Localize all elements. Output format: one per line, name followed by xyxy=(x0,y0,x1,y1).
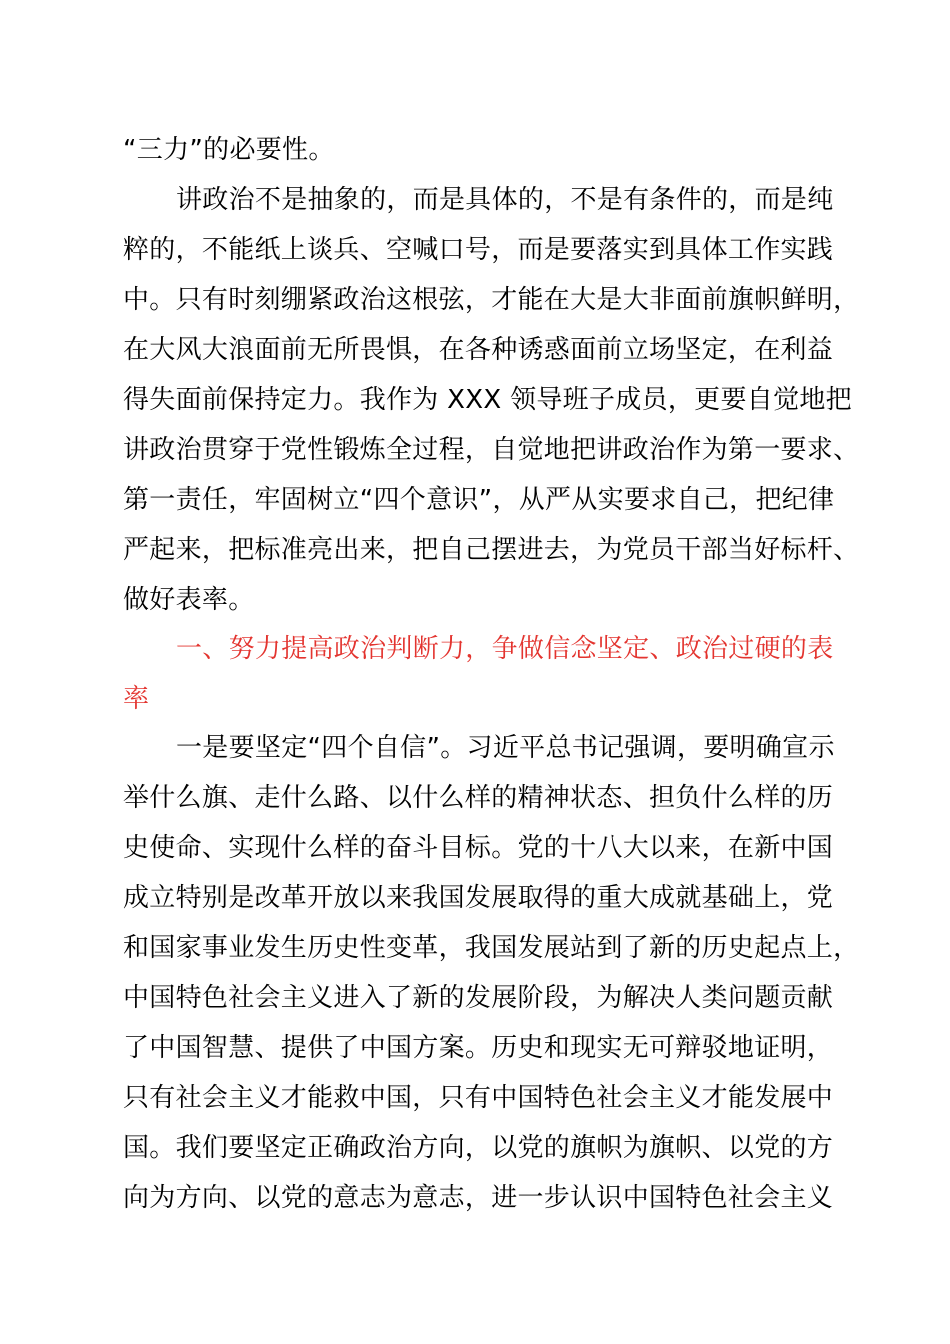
section-heading: 一、努力提高政治判断力，争做信念坚定、政治过硬的表 xyxy=(176,634,834,664)
text-line: 做好表率。 xyxy=(123,585,255,615)
text-line: 向为方向、以党的意志为意志，进一步认识中国特色社会主义 xyxy=(123,1183,834,1213)
paragraph-first-line: 讲政治不是抽象的，而是具体的，不是有条件的，而是纯 xyxy=(176,185,834,215)
text-line: “三力”的必要性。 xyxy=(123,135,335,165)
text-line: 只有社会主义才能救中国，只有中国特色社会主义才能发展中 xyxy=(123,1083,834,1113)
text-line: 和国家事业发生历史性变革，我国发展站到了新的历史起点上， xyxy=(123,933,860,963)
text-line: 举什么旗、走什么路、以什么样的精神状态、担负什么样的历 xyxy=(123,783,834,813)
text-line: 得失面前保持定力。我作为 XXX 领导班子成员，更要自觉地把 xyxy=(123,385,852,415)
paragraph-first-line: 一是要坚定“四个自信”。习近平总书记强调，要明确宣示 xyxy=(176,733,835,763)
text-line: 讲政治贯穿于党性锻炼全过程，自觉地把讲政治作为第一要求、 xyxy=(123,435,860,465)
text-line: 第一责任，牢固树立“四个意识”，从严从实要求自己，把纪律 xyxy=(123,485,835,515)
text-line: 中。只有时刻绷紧政治这根弦，才能在大是大非面前旗帜鲜明， xyxy=(123,285,860,315)
text-line: 严起来，把标准亮出来，把自己摆进去，为党员干部当好标杆、 xyxy=(123,535,860,565)
text-line: 国。我们要坚定正确政治方向，以党的旗帜为旗帜、以党的方 xyxy=(123,1133,834,1163)
text-line: 了中国智慧、提供了中国方案。历史和现实无可辩驳地证明， xyxy=(123,1033,834,1063)
text-line: 成立特别是改革开放以来我国发展取得的重大成就基础上，党 xyxy=(123,883,834,913)
text-line: 粹的，不能纸上谈兵、空喊口号，而是要落实到具体工作实践 xyxy=(123,235,834,265)
text-line: 史使命、实现什么样的奋斗目标。党的十八大以来，在新中国 xyxy=(123,833,834,863)
text-line: 中国特色社会主义进入了新的发展阶段，为解决人类问题贡献 xyxy=(123,983,834,1013)
section-heading-continued: 率 xyxy=(123,684,150,714)
text-line: 在大风大浪面前无所畏惧，在各种诱惑面前立场坚定，在利益 xyxy=(123,335,834,365)
